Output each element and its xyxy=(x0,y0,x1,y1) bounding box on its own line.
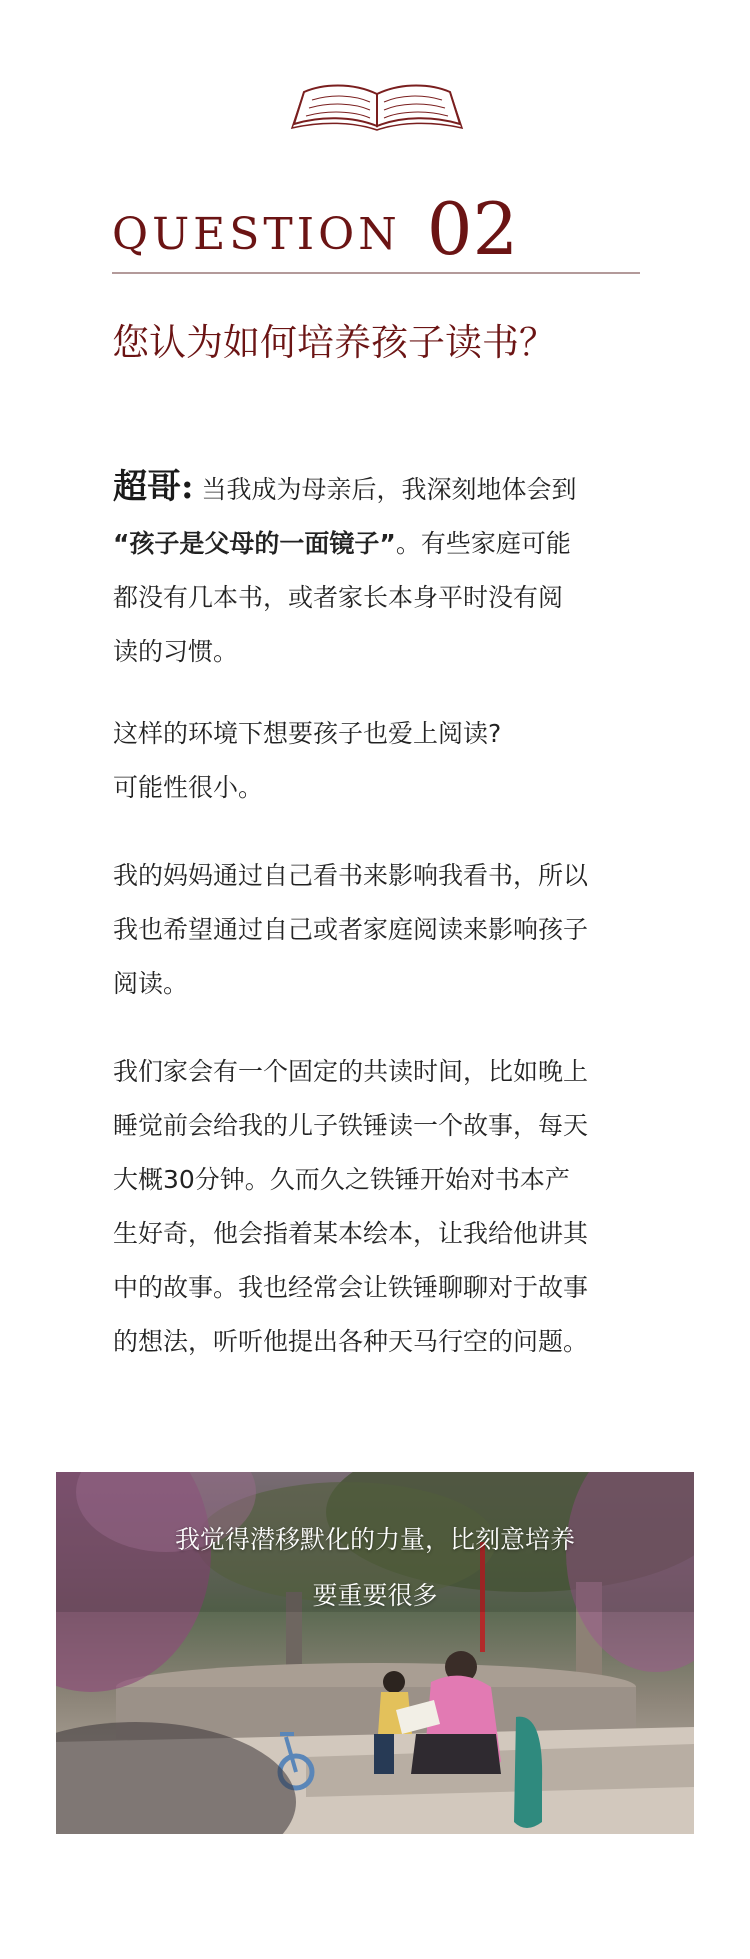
text-line: 这样的环境下想要孩子也爱上阅读? xyxy=(113,719,502,748)
text-line: 的想法，听听他提出各种天马行空的问题。 xyxy=(113,1327,589,1356)
text-line: 当我成为母亲后，我深刻地体会到 xyxy=(193,475,577,504)
question-text: 您认为如何培养孩子读书？ xyxy=(112,321,556,364)
text-line: 生好奇，他会指着某本绘本，让我给他讲其 xyxy=(113,1219,589,1248)
reading-photo xyxy=(56,1472,694,1834)
speaker-name: 超哥: xyxy=(113,467,194,507)
text-line: 可能性很小。 xyxy=(113,773,264,802)
emphasis-quote: “孩子是父母的一面镜子” xyxy=(113,529,396,558)
text-line: 我也希望通过自己或者家庭阅读来影响孩子 xyxy=(113,915,589,944)
text-line: 我们家会有一个固定的共读时间，比如晚上 xyxy=(113,1057,589,1086)
text-line: 。有些家庭可能 xyxy=(395,529,571,558)
question-number: 02 xyxy=(426,187,519,271)
open-book-icon xyxy=(282,80,472,132)
caption-line: 我觉得潜移默化的力量，比刻意培养 xyxy=(174,1525,575,1554)
paragraph-1 xyxy=(113,460,653,679)
question-heading xyxy=(112,175,519,271)
question-label: QUESTION xyxy=(112,209,401,260)
photo-caption xyxy=(56,1512,694,1624)
text-line: 大概30分钟。久而久之铁锤开始对书本产 xyxy=(113,1165,570,1194)
text-line: 阅读。 xyxy=(113,969,189,998)
text-line: 读的习惯。 xyxy=(113,637,239,666)
article-body xyxy=(113,460,653,1369)
paragraph-4 xyxy=(113,1045,653,1369)
divider xyxy=(112,272,640,274)
paragraph-2 xyxy=(113,707,653,815)
text-line: 中的故事。我也经常会让铁锤聊聊对于故事 xyxy=(113,1273,589,1302)
paragraph-3 xyxy=(113,849,653,1011)
text-line: 我的妈妈通过自己看书来影响我看书，所以 xyxy=(113,861,589,890)
text-line: 睡觉前会给我的儿子铁锤读一个故事，每天 xyxy=(113,1111,589,1140)
text-line: 都没有几本书，或者家长本身平时没有阅 xyxy=(113,583,564,612)
caption-line: 要重要很多 xyxy=(312,1581,438,1610)
